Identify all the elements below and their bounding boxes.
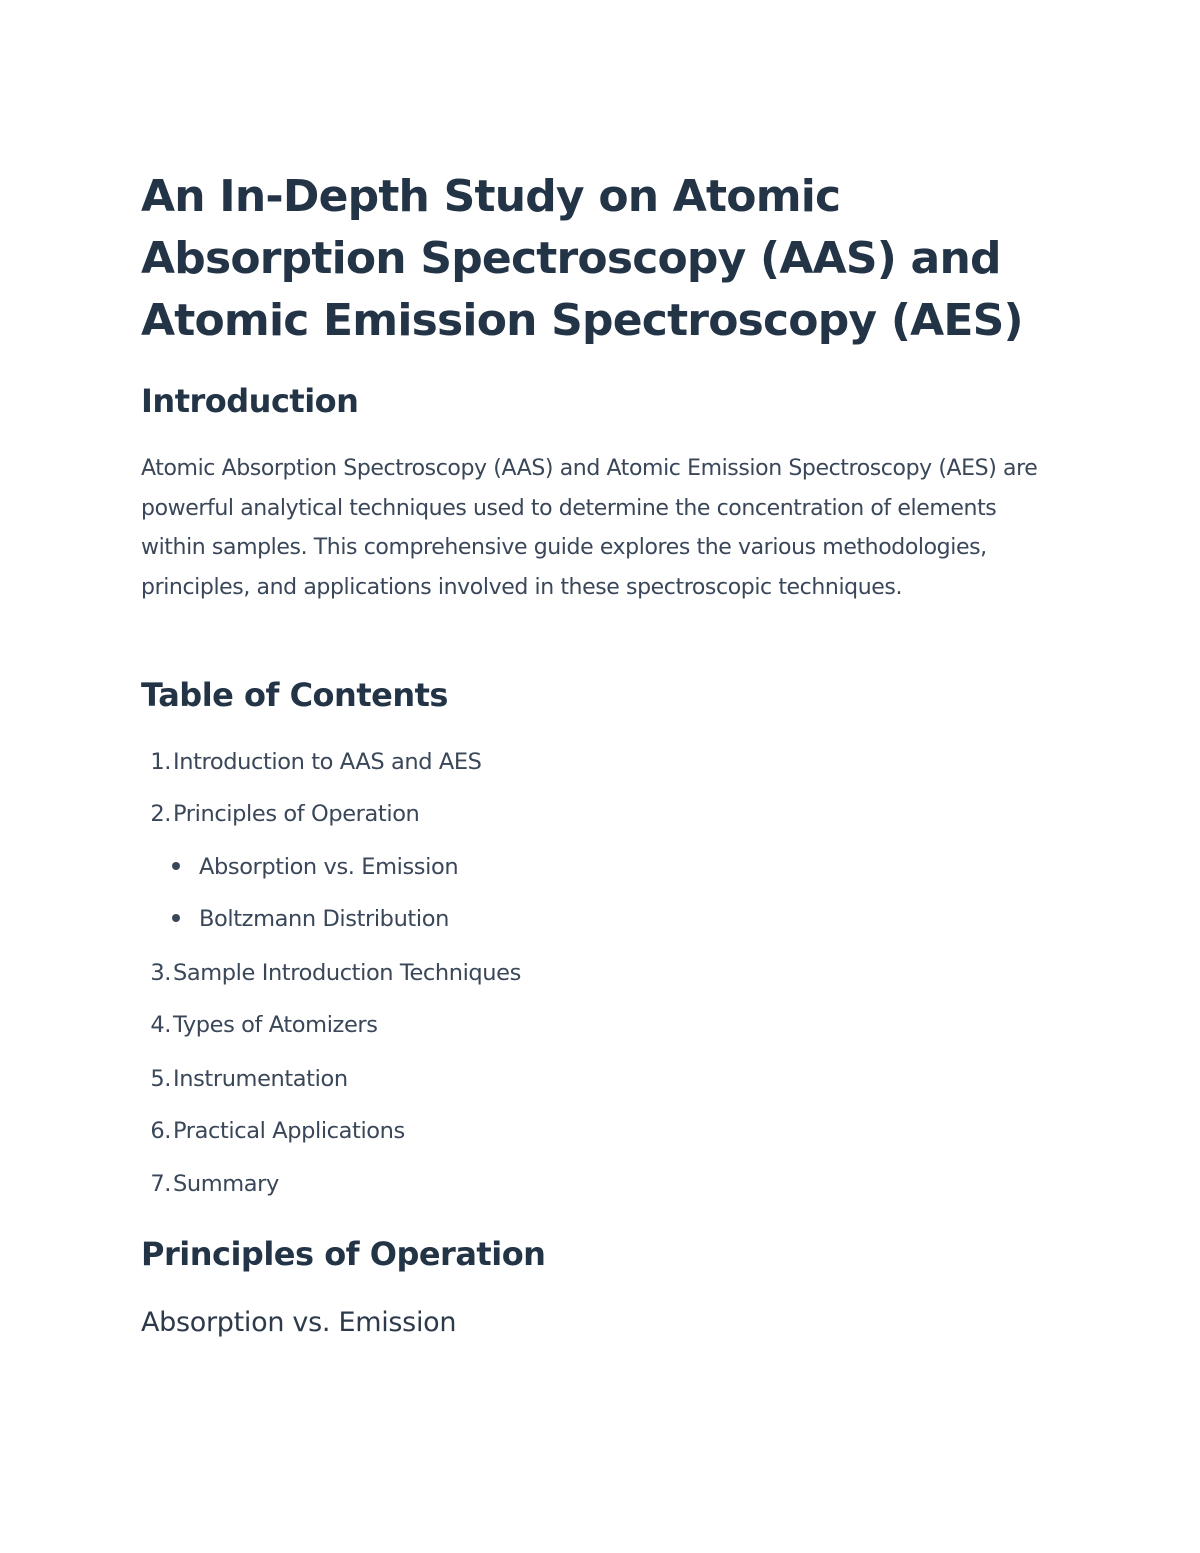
toc-item-number: 4.: [150, 1012, 171, 1038]
toc-item[interactable]: [141, 798, 419, 830]
toc-heading: Table of Contents: [141, 676, 448, 714]
toc-item-label: Sample Introduction Techniques: [173, 960, 521, 986]
toc-item[interactable]: [141, 746, 482, 778]
toc-item-label: Types of Atomizers: [173, 1012, 378, 1038]
toc-subitem-label: Boltzmann Distribution: [199, 906, 449, 932]
toc-item-number: 3.: [150, 960, 171, 986]
toc-item[interactable]: [141, 1063, 348, 1095]
toc-subitem-label: Absorption vs. Emission: [199, 854, 459, 880]
toc-item[interactable]: [141, 1009, 378, 1041]
absorption-vs-emission-heading: Absorption vs. Emission: [141, 1307, 457, 1338]
toc-item-label: Practical Applications: [173, 1118, 405, 1144]
introduction-heading: Introduction: [141, 382, 359, 420]
toc-item-number: 6.: [150, 1118, 171, 1144]
principles-heading: Principles of Operation: [141, 1235, 546, 1273]
toc-item-number: 1.: [150, 749, 171, 775]
toc-item-number: 7.: [150, 1171, 171, 1197]
toc-item-label: Introduction to AAS and AES: [173, 749, 482, 775]
toc-subitem[interactable]: [171, 903, 449, 935]
bullet-icon: [172, 914, 180, 922]
toc-item-number: 2.: [150, 801, 171, 827]
toc-item-number: 5.: [150, 1066, 171, 1092]
toc-subitem[interactable]: [171, 851, 458, 883]
toc-item-label: Summary: [173, 1171, 279, 1197]
toc-item-label: Instrumentation: [173, 1066, 348, 1092]
toc-item[interactable]: [141, 1115, 405, 1147]
bullet-icon: [172, 862, 180, 870]
toc-item[interactable]: [141, 1168, 279, 1200]
toc-item-label: Principles of Operation: [173, 801, 420, 827]
toc-item[interactable]: [141, 957, 521, 989]
document-title: An In-Depth Study on Atomic Absorption Spectroscopy (AAS) and Atomic Emission Spectroscopy (AES): [141, 171, 1023, 346]
introduction-paragraph: Atomic Absorption Spectroscopy (AAS) and Atomic Emission Spectroscopy (AES) are powerful analytical techniques used to determine the concentration of elements within samples. This comprehensive guide explores the various methodologies, principles, and applications involved in these spectroscopic techniques.: [141, 456, 1038, 601]
